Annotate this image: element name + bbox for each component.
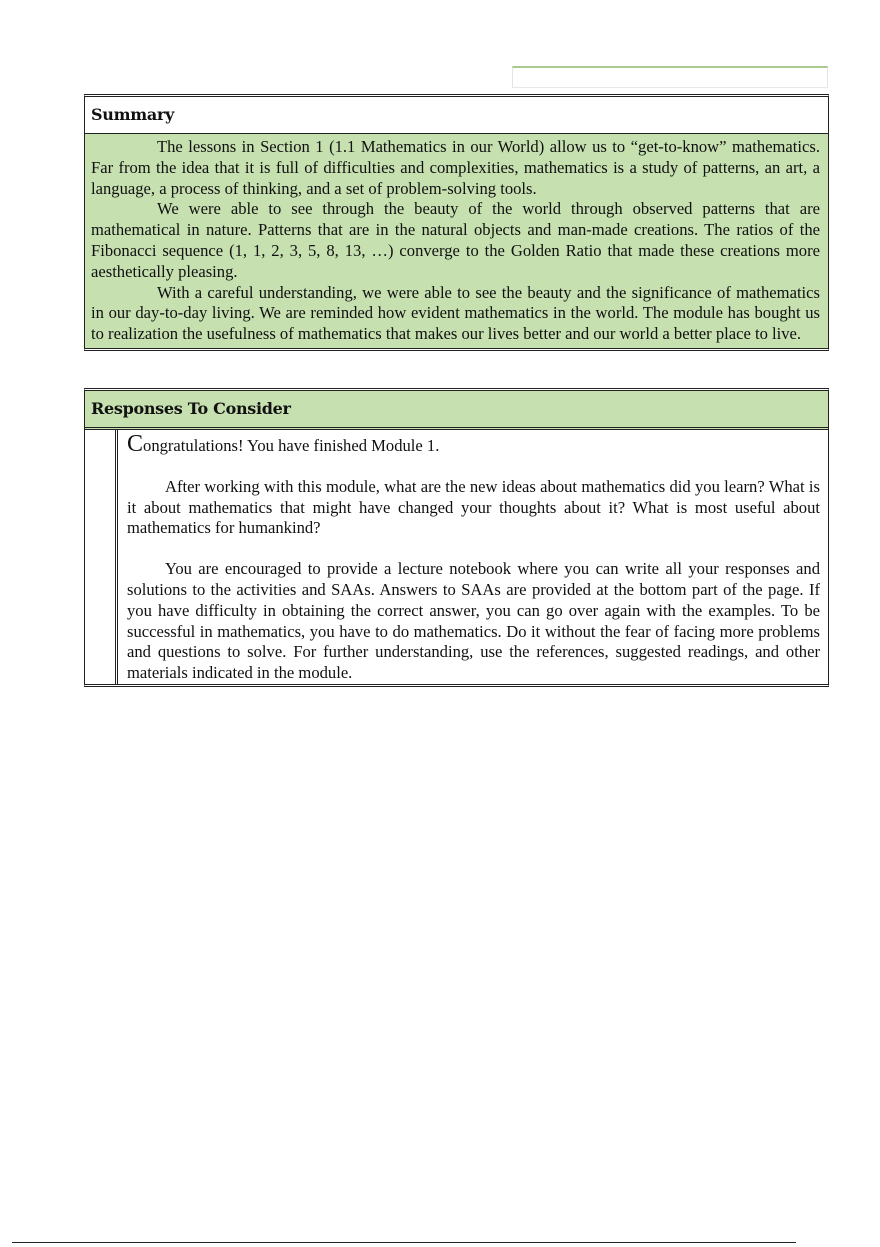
footer-rule xyxy=(12,1242,796,1243)
responses-opening-text: ongratulations! You have finished Module 1. xyxy=(143,436,440,455)
summary-title: Summary xyxy=(85,97,828,134)
responses-row xyxy=(85,430,828,684)
responses-opening xyxy=(127,431,820,457)
responses-title: Responses To Consider xyxy=(85,391,828,430)
summary-paragraph: The lessons in Section 1 (1.1 Mathematics in our World) allow us to “get-to-know” mathematics. Far from the idea that it is full of difficulties and complexities, mathematics is a study of patterns, an art, a language, a process of thinking, and a set of problem-solving tools. xyxy=(91,137,820,198)
responses-margin-column xyxy=(85,430,118,684)
summary-paragraph: We were able to see through the beauty of the world through observed patterns that are mathematical in nature. Patterns that are in the natural objects and man-made creations. The ratios of the Fibonacci sequence (1, 1, 2, 3, 5, 8, 13, …) converge to the Golden Ratio that made these creations more aesthetically pleasing. xyxy=(91,199,820,281)
page-header-box xyxy=(512,66,828,88)
responses-paragraph: After working with this module, what are the new ideas about mathematics did you learn? What is it about mathematics that might have changed your thoughts about it? What is most useful about mathematics for humankind? xyxy=(127,476,820,538)
responses-section xyxy=(84,388,829,687)
summary-paragraph: With a careful understanding, we were able to see the beauty and the significance of mathematics in our day-to-day living. We are reminded how evident mathematics in the world. The module has bought us to realization the usefulness of mathematics that makes our lives better and our world a better place to live. xyxy=(91,282,820,344)
summary-section xyxy=(84,94,829,351)
responses-body xyxy=(118,430,828,684)
summary-body xyxy=(85,134,828,348)
drop-cap: C xyxy=(127,431,144,457)
responses-paragraph: You are encouraged to provide a lecture notebook where you can write all your responses and solutions to the activities and SAAs. Answers to SAAs are provided at the bottom part of the page. If you have difficulty in obtaining the correct answer, you can go over again with the examples. To be successful in mathematics, you have to do mathematics. Do it without the fear of facing more problems and questions to solve. For further understanding, use the references, suggested readings, and other materials indicated in the module. xyxy=(127,559,820,683)
